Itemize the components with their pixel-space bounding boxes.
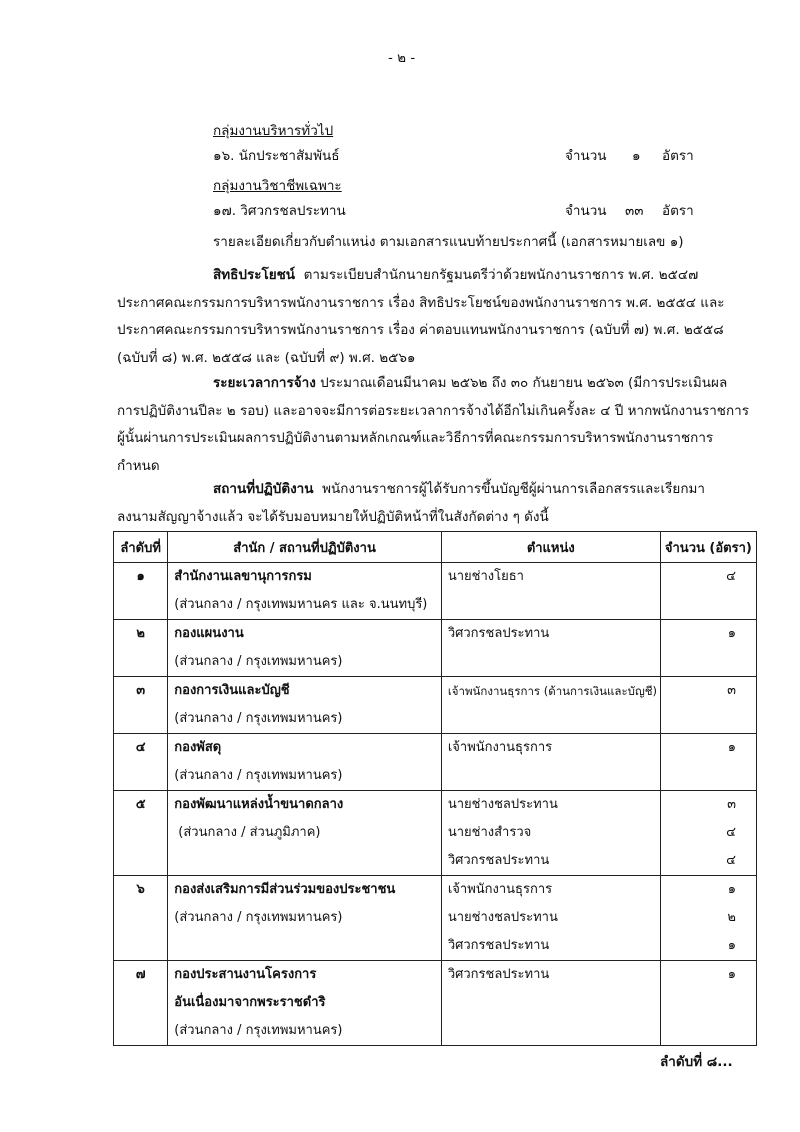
office-name: กองแผนงาน bbox=[174, 626, 244, 641]
count-label: จำนวน bbox=[565, 148, 607, 164]
benefits-line: (ฉบับที่ ๘) พ.ศ. ๒๕๕๘ และ (ฉบับที่ ๙) พ.ศ. ๒๕๖๑ bbox=[117, 349, 416, 366]
page-number: - ๒ - bbox=[388, 50, 416, 66]
workplace-heading: สถานที่ปฏิบัติงาน bbox=[213, 481, 314, 497]
row-seq: ๑ bbox=[136, 569, 145, 584]
details-note: รายละเอียดเกี่ยวกับตำแหน่ง ตามเอกสารแนบท้ายประกาศนี้ (เอกสารหมายเลข ๑) bbox=[213, 234, 684, 250]
benefits-line: ประกาศคณะกรรมการบริหารพนักงานราชการ เรื่อง สิทธิประโยชน์ของพนักงานราชการ พ.ศ. ๒๕๕๔ และ bbox=[117, 294, 725, 311]
office-note: (ส่วนกลาง / กรุงเทพมหานคร) bbox=[174, 910, 343, 925]
employment-period-line: ประมาณเดือนมีนาคม ๒๕๖๒ ถึง ๓๐ กันยายน ๒๕๖๓ (มีการประเมินผล bbox=[320, 375, 728, 391]
table-row bbox=[114, 876, 757, 961]
position-count: ๑ bbox=[727, 967, 736, 982]
position-title: วิศวกรชลประทาน bbox=[447, 967, 550, 982]
position-title: นายช่างโยธา bbox=[447, 569, 524, 584]
group-position-general: ๑๖. นักประชาสัมพันธ์ bbox=[213, 148, 340, 164]
position-count: ๓ bbox=[727, 797, 736, 812]
office-name: กองพัฒนาแหล่งน้ำขนาดกลาง bbox=[174, 797, 344, 812]
office-note: (ส่วนกลาง / ส่วนภูมิภาค) bbox=[178, 825, 321, 840]
position-count: ๑ bbox=[727, 626, 736, 641]
office-name: กองการเงินและบัญชี bbox=[174, 683, 290, 698]
position-count: ๑ bbox=[727, 740, 736, 755]
table-header-row bbox=[114, 532, 757, 563]
workplace-section bbox=[117, 476, 729, 531]
workplace-line: ลงนามสัญญาจ้างแล้ว จะได้รับมอบหมายให้ปฏิบัติหน้าที่ในสังกัดต่าง ๆ ดังนี้ bbox=[117, 508, 549, 525]
continuation-note: ลำดับที่ ๘... bbox=[660, 1054, 733, 1070]
position-title: นายช่างชลประทาน bbox=[447, 797, 558, 812]
row-seq: ๕ bbox=[135, 797, 146, 812]
table-row bbox=[114, 734, 757, 791]
workplace-table bbox=[113, 531, 757, 1046]
office-note: (ส่วนกลาง / กรุงเทพมหานคร) bbox=[174, 654, 343, 669]
employment-period-heading: ระยะเวลาการจ้าง bbox=[213, 375, 316, 391]
table-row bbox=[114, 791, 757, 876]
count-label: จำนวน bbox=[565, 203, 607, 219]
office-note: (ส่วนกลาง / กรุงเทพมหานคร) bbox=[174, 1023, 343, 1038]
position-count: ๔ bbox=[726, 569, 736, 584]
position-count: ๒ bbox=[727, 910, 736, 925]
column-header-seq: ลำดับที่ bbox=[114, 532, 168, 563]
position-count: ๑ bbox=[727, 938, 736, 953]
workplace-line: พนักงานราชการผู้ได้รับการขึ้นบัญชีผู้ผ่านการเลือกสรรและเรียกมา bbox=[322, 481, 705, 497]
position-title: วิศวกรชลประทาน bbox=[447, 626, 550, 641]
employment-period-line: การปฏิบัติงานปีละ ๒ รอบ) และอาจจะมีการต่อระยะเวลาการจ้างได้อีกไม่เกินครั้งละ ๔ ปี หากพนักงานราชการ bbox=[117, 402, 749, 419]
group-position-professional: ๑๗. วิศวกรชลประทาน bbox=[213, 203, 346, 219]
office-name: กองประสานงานโครงการ bbox=[174, 967, 317, 982]
position-title: เจ้าพนักงานธุรการ bbox=[447, 740, 553, 755]
employment-period-line: กำหนด bbox=[117, 457, 160, 474]
benefits-line: ประกาศคณะกรรมการบริหารพนักงานราชการ เรื่อง ค่าตอบแทนพนักงานราชการ (ฉบับที่ ๗) พ.ศ. ๒๕๕๘ bbox=[117, 322, 724, 338]
position-count: ๑ bbox=[727, 882, 736, 897]
position-title: เจ้าพนักงานธุรการ (ด้านการเงินและบัญชี) bbox=[447, 684, 658, 698]
office-name: กองส่งเสริมการมีส่วนร่วมของประชาชน bbox=[174, 882, 396, 897]
position-title: เจ้าพนักงานธุรการ bbox=[447, 882, 553, 897]
benefits-section bbox=[117, 262, 729, 372]
group-title-professional: กลุ่มงานวิชาชีพเฉพาะ bbox=[213, 178, 342, 194]
count-unit: อัตรา bbox=[662, 203, 694, 219]
row-seq: ๔ bbox=[135, 740, 146, 755]
count-value: ๓๓ bbox=[625, 203, 644, 219]
table-row bbox=[114, 620, 757, 677]
office-note: (ส่วนกลาง / กรุงเทพมหานคร) bbox=[174, 711, 343, 726]
position-title: นายช่างชลประทาน bbox=[447, 910, 558, 925]
office-name-cont: อันเนื่องมาจากพระราชดำริ bbox=[174, 995, 326, 1010]
table-row bbox=[114, 563, 757, 620]
count-value: ๑ bbox=[632, 148, 641, 164]
column-header-position: ตำแหน่ง bbox=[441, 532, 660, 563]
table-row bbox=[114, 961, 757, 1046]
office-note: (ส่วนกลาง / กรุงเทพมหานคร) bbox=[174, 768, 343, 783]
position-title: นายช่างสำรวจ bbox=[447, 825, 532, 840]
benefits-line: ตามระเบียบสำนักนายกรัฐมนตรีว่าด้วยพนักงานราชการ พ.ศ. ๒๕๔๗ bbox=[303, 267, 699, 283]
employment-period-line: ผู้นั้นผ่านการประเมินผลการปฏิบัติงานตามหลักเกณฑ์และวิธีการที่คณะกรรมการบริหารพนักงานราชการ bbox=[117, 430, 714, 446]
row-seq: ๗ bbox=[135, 967, 146, 982]
benefits-heading: สิทธิประโยชน์ bbox=[213, 267, 296, 283]
column-header-count: จำนวน (อัตรา) bbox=[660, 532, 756, 563]
position-title: วิศวกรชลประทาน bbox=[447, 938, 550, 953]
position-count: ๔ bbox=[726, 825, 736, 840]
position-count: ๓ bbox=[727, 683, 736, 698]
position-count: ๔ bbox=[726, 853, 736, 868]
row-seq: ๓ bbox=[136, 683, 146, 698]
position-title: วิศวกรชลประทาน bbox=[447, 853, 550, 868]
row-seq: ๖ bbox=[136, 882, 145, 897]
count-unit: อัตรา bbox=[662, 148, 694, 164]
group-title-general: กลุ่มงานบริหารทั่วไป bbox=[213, 123, 334, 139]
column-header-office: สำนัก / สถานที่ปฏิบัติงาน bbox=[168, 532, 442, 563]
office-name: กองพัสดุ bbox=[174, 740, 222, 755]
office-name: สำนักงานเลขานุการกรม bbox=[174, 569, 312, 584]
row-seq: ๒ bbox=[136, 626, 145, 641]
office-note: (ส่วนกลาง / กรุงเทพมหานคร และ จ.นนทบุรี) bbox=[174, 597, 428, 612]
table-row bbox=[114, 677, 757, 734]
employment-period-section bbox=[117, 370, 749, 480]
